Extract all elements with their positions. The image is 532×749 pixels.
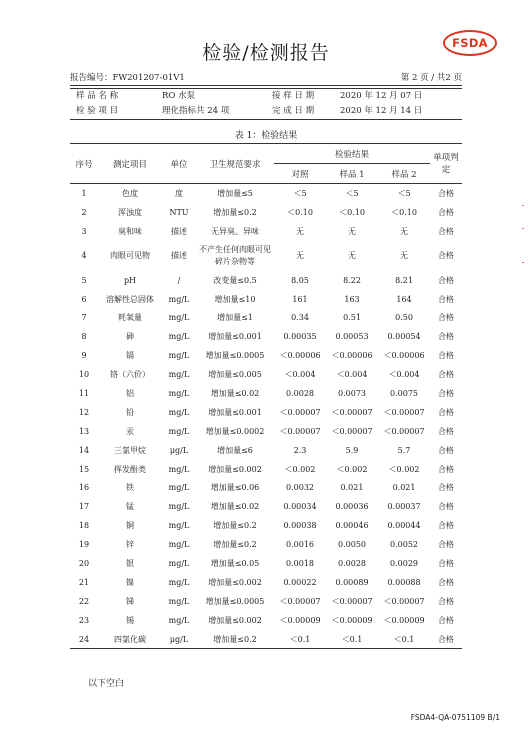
cell-item: 银	[126, 558, 134, 568]
cell-control: ＜0.00007	[279, 596, 321, 606]
cell-unit: mg/L	[168, 370, 190, 380]
cell-control: 0.0032	[286, 483, 314, 493]
cell-unit: mg/L	[168, 577, 190, 587]
cell-item: 四氯化碳	[98, 630, 162, 649]
table-row	[70, 384, 462, 403]
cell-req: 增加量≤0.02	[210, 388, 260, 398]
results-table	[70, 143, 462, 649]
cell-item: 肉眼可见物	[110, 251, 150, 261]
cell-req: 增加量≤0.0005	[205, 596, 265, 606]
end-note: 以下空白	[88, 679, 125, 689]
cell-item: 锌	[126, 540, 134, 550]
cell-s2: ＜0.002	[388, 464, 420, 474]
cell-s1: 163	[344, 294, 360, 304]
cell-item: 铁	[126, 483, 134, 493]
header-results: 检验结果	[274, 144, 430, 164]
cell-req: 增加量≤0.2	[196, 630, 274, 649]
cell-s2: 0.021	[392, 483, 416, 493]
cell-no: 16	[78, 483, 90, 493]
cell-s2: ＜0.00007	[383, 407, 425, 417]
cell-req: 增加量≤6	[217, 445, 253, 455]
cell-verdict: 合格	[438, 540, 455, 550]
cell-no: 5	[81, 275, 87, 285]
cell-no: 13	[78, 426, 90, 436]
cell-s2: 164	[396, 294, 412, 304]
cell-control: ＜0.10	[287, 207, 313, 217]
table-row	[70, 611, 462, 630]
header-control: 对照	[274, 164, 326, 184]
cell-s1: 0.0073	[338, 388, 366, 398]
cell-s2: ＜0.00006	[383, 351, 425, 361]
cell-req: 增加量≤0.002	[208, 615, 262, 625]
table-row	[70, 184, 462, 203]
cell-s2: 0.50	[395, 313, 413, 323]
cell-req: 不产生任何肉眼可见碎片杂物等	[199, 244, 271, 266]
cell-unit: mg/L	[168, 407, 190, 417]
cell-item: 汞	[126, 426, 134, 436]
cell-req: 增加量≤0.02	[210, 502, 260, 512]
cell-verdict: 合格	[430, 630, 462, 649]
table-row	[70, 478, 462, 497]
cell-no: 23	[78, 615, 90, 625]
cell-s2: 0.00037	[387, 502, 421, 512]
cell-control: 2.3	[293, 445, 307, 455]
cell-s1: 0.0028	[338, 558, 366, 568]
complete-date-value: 2020 年 12 月 14 日	[340, 106, 423, 116]
cell-s2: ＜5	[397, 188, 411, 198]
table-row	[70, 592, 462, 611]
header-sample1: 样品 1	[326, 164, 378, 184]
cell-s2: ＜0.10	[391, 207, 417, 217]
cell-s2: ＜0.00009	[383, 615, 425, 625]
cell-unit: mg/L	[168, 332, 190, 342]
report-header-line	[70, 71, 462, 86]
cell-verdict: 合格	[438, 332, 455, 342]
cell-s1: 0.021	[340, 483, 364, 493]
cell-verdict: 合格	[438, 294, 455, 304]
cell-s2: 无	[400, 251, 409, 261]
cell-no: 17	[78, 502, 90, 512]
cell-s1: 0.00053	[335, 332, 369, 342]
cell-req: 增加量≤1	[217, 313, 253, 323]
table-row	[70, 271, 462, 290]
cell-no: 18	[78, 521, 90, 531]
cell-item: 铝	[126, 388, 134, 398]
table-row	[70, 460, 462, 479]
cell-req: 增加量≤0.0005	[205, 351, 265, 361]
cell-item: 色度	[122, 188, 138, 198]
table-row	[70, 241, 462, 271]
cell-s2: 0.0075	[390, 388, 419, 398]
cell-s2: ＜0.00007	[383, 426, 425, 436]
cell-unit: mg/L	[168, 596, 190, 606]
cell-no: 2	[81, 207, 87, 217]
fsda-logo: FSDA	[443, 30, 497, 56]
cell-item: 耗氧量	[118, 313, 142, 323]
results-body	[70, 184, 462, 649]
footer-code: FSDA4-QA-0751109 B/1	[410, 713, 500, 722]
cell-unit: 描述	[171, 251, 187, 261]
cell-s2: 无	[400, 226, 409, 236]
table-row	[70, 327, 462, 346]
cell-control: ＜0.1	[274, 630, 326, 649]
cell-s1: ＜0.1	[326, 630, 378, 649]
cell-control: 无	[296, 226, 304, 236]
cell-item: 铅	[126, 407, 134, 417]
test-items-value: 理化指标共 24 项	[162, 106, 230, 116]
cell-s1: 0.0050	[338, 540, 366, 550]
table-row	[70, 630, 462, 649]
cell-control: ＜5	[293, 188, 307, 198]
header-unit: 单位	[162, 144, 196, 184]
cell-no: 12	[78, 407, 90, 417]
table-row	[70, 516, 462, 535]
cell-no: 24	[70, 630, 98, 649]
header-sample2: 样品 2	[378, 164, 430, 184]
cell-no: 6	[81, 294, 87, 304]
cell-verdict: 合格	[438, 275, 455, 285]
cell-verdict: 合格	[438, 445, 455, 455]
test-items-label: 检 验 项 目	[76, 106, 119, 116]
table-row	[70, 203, 462, 222]
cell-item: pH	[123, 275, 137, 285]
cell-s2: 5.7	[397, 445, 411, 455]
cell-s2: 0.00054	[387, 332, 421, 342]
cell-unit: 描述	[171, 226, 187, 236]
table-row	[70, 403, 462, 422]
cell-verdict: 合格	[438, 464, 455, 474]
cell-control: 0.00038	[283, 521, 317, 531]
cell-s1: ＜0.00007	[331, 407, 373, 417]
table-row	[70, 573, 462, 592]
cell-s2: ＜0.004	[388, 370, 420, 380]
cell-s2: 8.21	[395, 275, 413, 285]
cell-req: 增加量≤10	[214, 294, 256, 304]
cell-control: 0.00022	[283, 577, 317, 587]
cell-s2: 0.0029	[390, 558, 419, 568]
cell-unit: μg/L	[169, 445, 189, 455]
cell-item: 三氯甲烷	[114, 445, 146, 455]
cell-s1: ＜0.00007	[331, 596, 373, 606]
cell-verdict: 合格	[438, 207, 455, 217]
cell-req: 增加量≤0.005	[208, 370, 262, 380]
cell-verdict: 合格	[438, 313, 455, 323]
cell-item: 铬（六价）	[110, 370, 150, 380]
cell-verdict: 合格	[438, 388, 455, 398]
cell-item: 锑	[126, 596, 134, 606]
cell-unit: /	[177, 275, 181, 285]
cell-verdict: 合格	[438, 483, 455, 493]
cell-no: 1	[81, 188, 87, 198]
cell-unit: mg/L	[168, 313, 190, 323]
cell-s2: ＜0.1	[378, 630, 430, 649]
cell-item: 溶解性总固体	[106, 294, 154, 304]
cell-s1: 5.9	[345, 445, 359, 455]
table-row	[70, 422, 462, 441]
table-row	[70, 497, 462, 516]
cell-s1: 0.00036	[335, 502, 369, 512]
cell-verdict: 合格	[438, 251, 455, 261]
cell-control: ＜0.00006	[279, 351, 321, 361]
sample-name-value: RO 水泵	[162, 91, 196, 101]
cell-item: 锡	[126, 615, 134, 625]
cell-item: 砷	[126, 332, 134, 342]
cell-no: 22	[78, 596, 90, 606]
receive-date-label: 接 样 日 期	[272, 91, 315, 101]
cell-req: 增加量≤0.002	[208, 577, 262, 587]
cell-s1: ＜0.00007	[331, 426, 373, 436]
cell-req: 无异臭、异味	[211, 226, 259, 236]
cell-unit: 度	[175, 188, 183, 198]
cell-verdict: 合格	[438, 188, 455, 198]
cell-req: 增加量≤5	[217, 188, 253, 198]
cell-verdict: 合格	[438, 558, 455, 568]
cell-s1: ＜0.00009	[331, 615, 373, 625]
cell-control: ＜0.00007	[279, 426, 321, 436]
cell-s2: ＜0.00007	[383, 596, 425, 606]
cell-req: 增加量≤0.06	[210, 483, 260, 493]
sample-name-label: 样 品 名 称	[76, 91, 119, 101]
cell-verdict: 合格	[438, 351, 455, 361]
cell-no: 19	[78, 540, 90, 550]
cell-control: 0.00034	[283, 502, 317, 512]
cell-unit: mg/L	[168, 521, 190, 531]
cell-verdict: 合格	[438, 596, 455, 606]
cell-no: 21	[78, 577, 90, 587]
cell-verdict: 合格	[438, 577, 455, 587]
receive-date-value: 2020 年 12 月 07 日	[340, 91, 423, 101]
table-row	[70, 441, 462, 460]
report-title: 检验/检测报告	[202, 42, 330, 64]
cell-s1: ＜0.004	[336, 370, 368, 380]
table-row	[70, 290, 462, 309]
table-row	[70, 365, 462, 384]
cell-unit: mg/L	[168, 351, 190, 361]
cell-no: 15	[78, 464, 90, 474]
cell-unit: mg/L	[168, 464, 190, 474]
cell-no: 20	[78, 558, 90, 568]
cell-unit: mg/L	[168, 558, 190, 568]
table-row	[70, 222, 462, 241]
cell-no: 14	[78, 445, 90, 455]
cell-s1: 8.22	[343, 275, 361, 285]
cell-s1: 0.51	[343, 313, 361, 323]
table-row	[70, 554, 462, 573]
cell-s2: 0.00088	[387, 577, 421, 587]
cell-verdict: 合格	[438, 521, 455, 531]
cell-control: ＜0.002	[284, 464, 316, 474]
cell-req: 改变量≤0.5	[213, 275, 257, 285]
header-item: 测定项目	[98, 144, 162, 184]
cell-unit: mg/L	[168, 540, 190, 550]
cell-s1: 无	[348, 251, 356, 261]
cell-verdict: 合格	[438, 426, 455, 436]
cell-no: 8	[81, 332, 87, 342]
table-row	[70, 535, 462, 554]
cell-item: 铜	[126, 521, 134, 531]
cell-item: 镍	[126, 577, 134, 587]
cell-verdict: 合格	[438, 226, 455, 236]
cell-req: 增加量≤0.2	[213, 521, 257, 531]
complete-date-label: 完 成 日 期	[272, 106, 315, 116]
cell-no: 10	[78, 370, 90, 380]
cell-unit: mg/L	[168, 615, 190, 625]
cell-control: 8.05	[291, 275, 309, 285]
cell-control: 0.0018	[286, 558, 314, 568]
cell-no: 4	[81, 251, 87, 261]
cell-verdict: 合格	[438, 370, 455, 380]
cell-control: 0.0016	[286, 540, 314, 550]
header-verdict: 单项判定	[430, 144, 462, 184]
cell-no: 11	[78, 388, 90, 398]
cell-no: 7	[81, 313, 87, 323]
cell-req: 增加量≤0.05	[210, 558, 260, 568]
cell-control: ＜0.004	[284, 370, 316, 380]
cell-control: 0.0028	[286, 388, 314, 398]
cell-unit: mg/L	[168, 483, 190, 493]
cell-item: 锰	[126, 502, 134, 512]
cell-no: 9	[81, 351, 87, 361]
info-row-items	[70, 104, 462, 119]
cell-req: 增加量≤0.0002	[205, 426, 265, 436]
cell-control: 0.34	[291, 313, 309, 323]
cell-control: 161	[292, 294, 308, 304]
cell-item: 挥发酚类	[114, 464, 146, 474]
cell-unit: NTU	[169, 207, 189, 217]
cell-control: ＜0.00009	[279, 615, 321, 625]
cell-unit: mg/L	[168, 426, 190, 436]
cell-control: 无	[296, 251, 304, 261]
cell-s1: ＜0.002	[336, 464, 368, 474]
cell-req: 增加量≤0.001	[208, 332, 262, 342]
cell-control: 0.00035	[283, 332, 317, 342]
cell-unit: mg/L	[168, 502, 190, 512]
table-caption: 表 1：检验结果	[234, 131, 298, 141]
cell-verdict: 合格	[438, 502, 455, 512]
cell-no: 3	[81, 226, 87, 236]
cell-verdict: 合格	[438, 615, 455, 625]
cell-unit: mg/L	[168, 294, 190, 304]
page-indicator: 第 2 页 / 共2 页	[400, 73, 462, 83]
cell-s1: 0.00046	[335, 521, 369, 531]
table-row	[70, 308, 462, 327]
sample-info	[70, 88, 462, 120]
cell-control: ＜0.00007	[279, 407, 321, 417]
cell-s2: 0.0052	[390, 540, 419, 550]
cell-req: 增加量≤0.001	[208, 407, 262, 417]
cell-item: 臭和味	[118, 226, 142, 236]
cell-s1: ＜0.10	[339, 207, 365, 217]
cell-verdict: 合格	[438, 407, 455, 417]
cell-req: 增加量≤0.002	[208, 464, 262, 474]
cell-s1: 无	[348, 226, 356, 236]
cell-unit: mg/L	[168, 388, 190, 398]
cell-s1: ＜5	[345, 188, 359, 198]
cell-s1: 0.00089	[335, 577, 369, 587]
cell-req: 增加量≤0.2	[213, 207, 257, 217]
cell-s2: 0.00044	[387, 521, 421, 531]
cell-req: 增加量≤0.2	[213, 540, 257, 550]
cell-item: 浑浊度	[118, 207, 142, 217]
info-row-sample	[70, 89, 462, 104]
cell-unit: μg/L	[162, 630, 196, 649]
header-no: 序号	[70, 144, 98, 184]
table-row	[70, 346, 462, 365]
report-number: 报告编号：FW201207-01V1	[70, 73, 185, 83]
header-requirement: 卫生规范要求	[196, 144, 274, 184]
cell-s1: ＜0.00006	[331, 351, 373, 361]
cell-item: 镉	[126, 351, 134, 361]
